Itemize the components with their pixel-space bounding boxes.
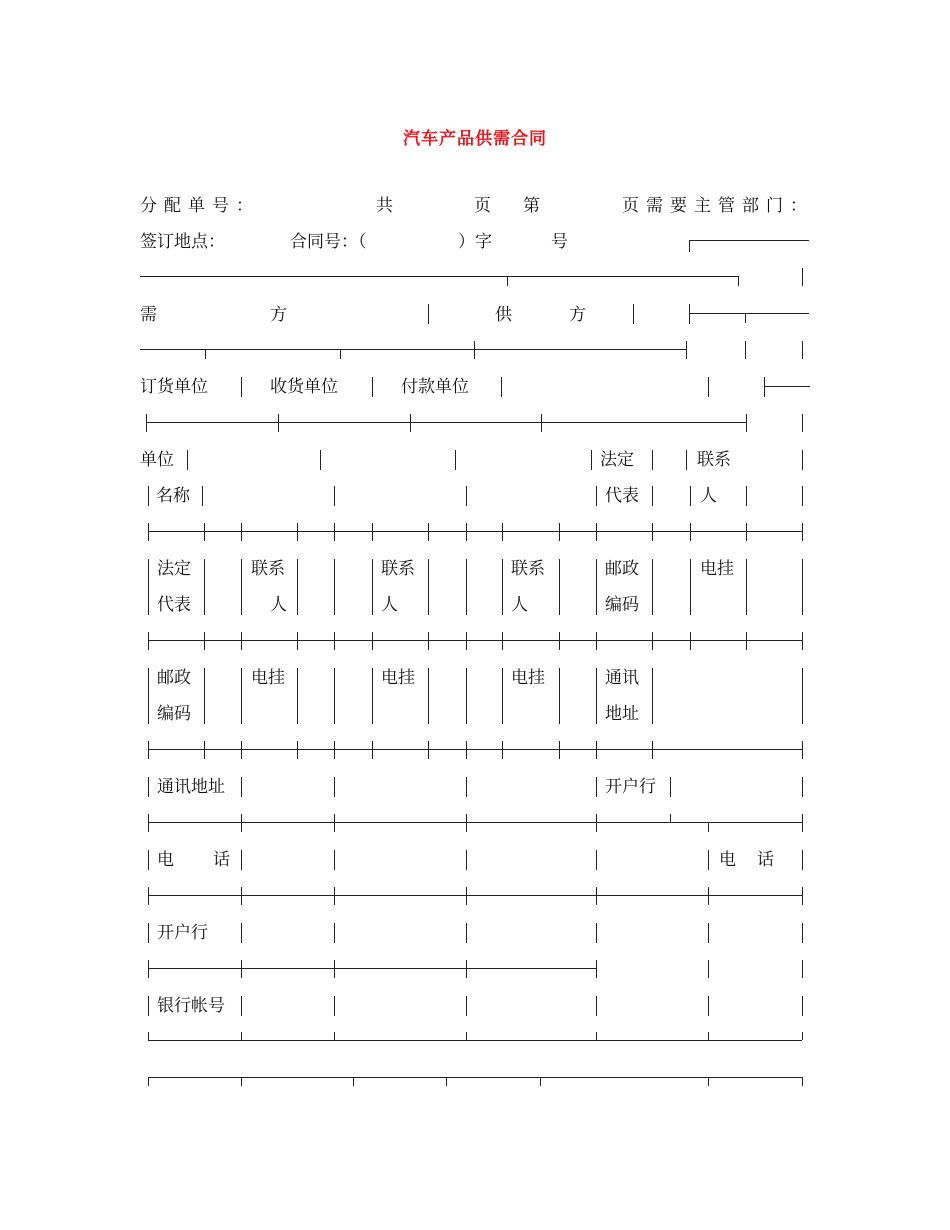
contact-label-b: 人 <box>700 486 717 506</box>
name-label: 名称 <box>156 486 190 506</box>
contract-no-label: 合同号：（ <box>290 232 367 252</box>
alloc-no-label: 分配单号： <box>140 196 260 216</box>
tel-label: 电挂 <box>251 668 285 688</box>
address-label: 通讯地址 <box>157 777 225 797</box>
postal-label-a: 邮政 <box>157 668 191 688</box>
receive-unit-label: 收货单位 <box>270 377 338 397</box>
phone-label-a: 电 <box>157 850 174 870</box>
phone-label-b: 话 <box>213 850 230 870</box>
legal-rep-label-a: 法定 <box>157 559 191 579</box>
postal-label-a: 邮政 <box>605 559 639 579</box>
ordinal-label: 第 <box>523 196 540 216</box>
dept-label: 页需要主管部门： <box>622 196 814 216</box>
legal-rep-label-b: 代表 <box>605 486 639 506</box>
order-unit-label: 订货单位 <box>140 377 208 397</box>
document-title: 汽车产品供需合同 <box>403 129 547 149</box>
phone-label-a: 电 <box>719 850 736 870</box>
unit-label: 单位 <box>140 450 174 470</box>
page-label: 页 <box>474 196 491 216</box>
address-label-b: 地址 <box>605 704 639 724</box>
buyer-label-a: 需 <box>140 305 157 325</box>
bank-label: 开户行 <box>157 923 208 943</box>
total-label: 共 <box>376 196 393 216</box>
seller-label-a: 供 <box>495 305 512 325</box>
hao-label: 号 <box>551 232 568 252</box>
tel-label: 电挂 <box>511 668 545 688</box>
sign-place-label: 签订地点： <box>140 232 225 252</box>
zi-label: ）字 <box>458 232 492 252</box>
seller-label-b: 方 <box>569 305 586 325</box>
buyer-label-b: 方 <box>270 305 287 325</box>
bank-label: 开户行 <box>605 777 656 797</box>
postal-label-b: 编码 <box>605 595 639 615</box>
contact-label-a: 联系 <box>381 559 415 579</box>
phone-label-b: 话 <box>757 850 774 870</box>
address-label-a: 通讯 <box>605 668 639 688</box>
legal-rep-label-b: 代表 <box>157 595 191 615</box>
tel-label: 电挂 <box>381 668 415 688</box>
contact-label-b: 人 <box>270 595 287 615</box>
contact-label-b: 人 <box>511 595 528 615</box>
contact-label-a: 联系 <box>697 450 731 470</box>
contact-label-a: 联系 <box>251 559 285 579</box>
contact-label-a: 联系 <box>511 559 545 579</box>
legal-rep-label-a: 法定 <box>600 450 634 470</box>
postal-label-b: 编码 <box>157 704 191 724</box>
pay-unit-label: 付款单位 <box>401 377 469 397</box>
tel-label: 电挂 <box>700 559 734 579</box>
bank-account-label: 银行帐号 <box>157 996 225 1016</box>
contact-label-b: 人 <box>381 595 398 615</box>
